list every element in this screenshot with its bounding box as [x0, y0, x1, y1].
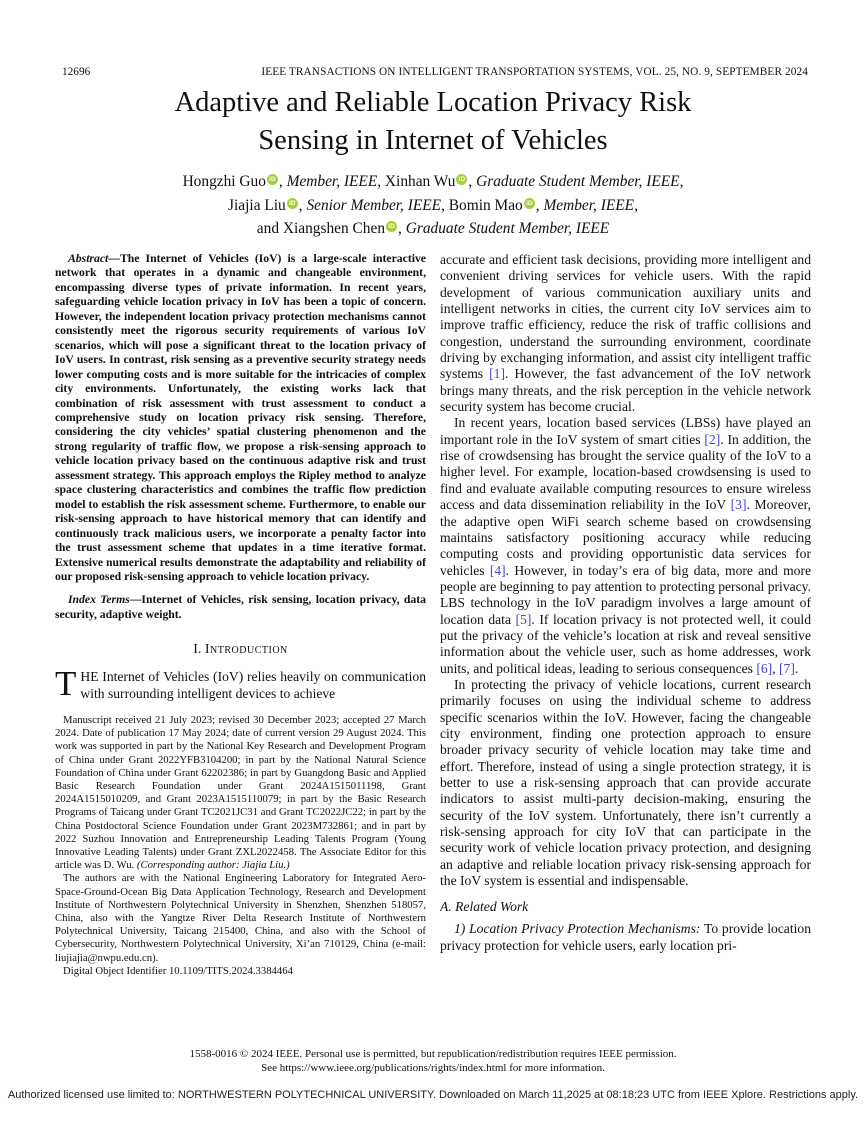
drop-cap: T: [55, 664, 77, 704]
footnote-affiliation: [55, 872, 426, 964]
subsection-heading-related-work: A. Related Work: [440, 899, 529, 915]
intro-paragraph: [55, 664, 426, 704]
section-number: I.: [193, 642, 202, 658]
paper-title-line1: Adaptive and Reliable Location Privacy Risk: [174, 87, 692, 118]
body-paragraph: In protecting the privacy of vehicle locations, current research primarily focuses on using the individual scheme to address specific scenarios within the IoV. However, facing the changeable city environment, finding one protection approach to ensure broader privacy security of vehicle location may take time and effort. Therefore, instead of using a single protection strategy, it is better to use a risk-sensing approach that can provide accurate indicators to assist multi-party decision-making, ensuring the security of the IoV system. Unfortunately, there isn’t currently a risk-sensing approach for city IoV that can participate in the security work of vehicle location privacy protection, and designing an adaptive and reliable location privacy risk-sensing approach for the IoV system is essential and indispensable.: [440, 676, 811, 889]
author-line: [0, 194, 866, 218]
text-segment: Jiajia Liu: [228, 196, 286, 214]
text-segment: , Xinhan Wu: [377, 173, 456, 190]
author-line: [0, 170, 866, 194]
text-segment: The authors are with the National Engineering Laboratory for Integrated Aero-Space-Ground-Ocean Big Data Application Technology, Research and Development Institute of Northwestern Polytechnical University in Shenzhen, Shenzhen 518057, China, also with the Yangtze River Delta Research Institute of Northwestern Polytechnical University, Taicang 215400, China, and also with the School of Cybersecurity, Northwestern Polytechnical University, Xi’an 710129, China (e-mail: liujiajia@nwpu.edu.cn).: [55, 872, 426, 964]
paper-title: [0, 84, 866, 160]
page-header: [62, 66, 808, 78]
citation-link[interactable]: [6]: [756, 660, 773, 676]
section-title: Introduction: [204, 642, 288, 658]
text-segment: ,: [278, 173, 287, 190]
text-segment: ,: [398, 220, 406, 237]
paper-title-line2: Sensing in Internet of Vehicles: [258, 125, 608, 156]
footnote-manuscript: [55, 714, 426, 872]
orcid-icon[interactable]: iD: [267, 174, 278, 185]
footnote-doi: [55, 965, 426, 978]
index-terms-text: Internet of Vehicles, risk sensing, location privacy, data security, adaptive weight.: [55, 593, 426, 621]
text-segment: ,: [298, 196, 307, 214]
download-license-line: Authorized licensed use limited to: NORTHWESTERN POLYTECHNICAL UNIVERSITY. Downloaded on March 11,2025 at 08:18:23 UTC from IEEE Xplore. Restrictions apply.: [7, 1089, 859, 1101]
two-column-body: [55, 252, 811, 1048]
author-line: [0, 217, 866, 241]
related-work-paragraph: [440, 921, 811, 954]
citation-link[interactable]: [1]: [489, 366, 505, 382]
text-segment: Graduate Student Member, IEEE: [476, 173, 680, 190]
citation-link[interactable]: [2]: [704, 431, 721, 447]
citation-link[interactable]: [7]: [779, 660, 795, 676]
text-segment: , Bomin Mao: [441, 196, 523, 214]
citation-link[interactable]: [3]: [730, 497, 747, 513]
rights-url-line: See https://www.ieee.org/publications/rights/index.html for more information.: [261, 1061, 605, 1074]
text-segment: ,: [468, 173, 477, 190]
journal-title: IEEE TRANSACTIONS ON INTELLIGENT TRANSPORTATION SYSTEMS, VOL. 25, NO. 9, SEPTEMBER 2024: [261, 66, 808, 78]
text-segment: (Corresponding author: Jiajia Liu.): [136, 859, 290, 872]
orcid-icon[interactable]: iD: [287, 198, 298, 209]
text-segment: Member, IEEE: [286, 173, 378, 190]
orcid-icon[interactable]: iD: [386, 221, 397, 232]
text-segment: 1) Location Privacy Protection Mechanisms:: [454, 921, 701, 937]
text-segment: ,: [535, 196, 544, 214]
index-terms: [55, 593, 426, 622]
abstract-label: Abstract—: [68, 252, 120, 265]
section-heading-introduction: [55, 642, 426, 658]
text-segment: Hongzhi Guo: [182, 173, 266, 190]
text-segment: and Xiangshen Chen: [256, 220, 386, 237]
abstract-text: The Internet of Vehicles (IoV) is a large-scale interactive network that operates in a dynamic and changeable environment, encompassing diverse types of private information. In recent years, safeguarding vehicle location privacy in IoV has been a topic of concern. However, the independent location privacy protection mechanisms cannot consistently meet the rigorous security requirements of various IoV scenarios, which will pose a significant threat to the location privacy of IoV users. In contrast, risk sensing as a preventive security strategy needs lower computing costs and is more suitable for the intricacies of complex city environments. Unfortunately, the existing works lack that combination of risk assessment with trust assessment to conduct a comprehensive study on location privacy risk sensing. Therefore, considering the city vehicles’ spatial clustering phenomenon and the strong regularity of traffic flow, we propose a risk-sensing approach to vehicle location privacy based on the continuous adaptive risk and trust assessment strategy. This approach employs the Ripley method to analyze space clustering characteristics and combines the traffic flow prediction model to establish the risk assessment scheme. Furthermore, to enable our risk-sensing approach to have historical memory that can identify and continuously track malicious users, we incorporate a penalty factor into the trust assessment scheme that updates in a time iterative format. Extensive numerical results demonstrate the adaptability and reliability of our proposed risk-sensing approach to vehicle location privacy.: [55, 252, 426, 583]
copyright-line: 1558-0016 © 2024 IEEE. Personal use is permitted, but republication/redistribution requires IEEE permission.: [189, 1048, 677, 1060]
citation-link[interactable]: [5]: [515, 611, 532, 627]
text-segment: To provide location privacy protection for vehicle users, early location pri-: [440, 921, 811, 953]
orcid-icon[interactable]: iD: [456, 174, 467, 185]
body-paragraph: In recent years, location based services (LBSs) have played an important role in the IoV system of smart cities [2]. In addition, the rise of crowdsensing has brought the service quality of the IoV to a higher level. For example, location-based crowdsensing is used to find and evaluate available computing resources to ensure wireless access and data dissemination reliability in the IoV [3]. Moreover, the adaptive open WiFi search scheme based on crowdsensing maintains satisfactory positioning accuracy while reducing computing costs and providing opportunistic data services for vehicles [4]. However, in today’s era of big data, more and more people are beginning to pay attention to protecting personal privacy. LBS technology in the IoV paradigm involves a large amount of location data [5]. If location privacy is not protected well, it could put the privacy of the vehicle’s location at risk and reveal sensitive information about the vehicle user, such as home addresses, work units, and political ideas, leading to serious consequences [6], [7].: [440, 415, 811, 676]
orcid-icon[interactable]: iD: [524, 198, 535, 209]
intro-paragraph-text: HE Internet of Vehicles (IoV) relies heavily on communication with surrounding intelligent devices to achieve: [80, 669, 426, 701]
index-terms-label: Index Terms—: [68, 593, 142, 607]
first-page-footnote: [55, 714, 426, 978]
text-segment: Member, IEEE: [543, 196, 635, 214]
left-column: [55, 252, 426, 1048]
author-list: [0, 170, 866, 241]
page-number: 12696: [62, 66, 91, 78]
text-segment: Digital Object Identifier 10.1109/TITS.2024.3384464: [63, 964, 293, 977]
right-column: [440, 252, 811, 1048]
abstract: [55, 252, 426, 584]
text-segment: Graduate Student Member, IEEE: [405, 220, 610, 237]
citation-link[interactable]: [4]: [489, 562, 506, 578]
copyright-footer: [0, 1048, 866, 1075]
text-segment: Manuscript received 21 July 2023; revised 30 December 2023; accepted 27 March 2024. Date of publication 17 May 2024; date of current version 29 August 2024. This work was supported in part by the National Key Research and Development Program of China under Grant 2022YFB3104200; in part by the National Natural Science Foundation of China under Grant 62202386; in part by Guangdong Basic and Applied Basic Research Foundation under Grant 2024A1515011198, Grant 2024A1515010209, and Grant 2023A1515110079; in part by the Basic Research Programs of Taicang under Grant TC2021JC31 and Grant TC2022JC22; in part by the China Postdoctoral Science Foundation under Grant 2023M732861; and in part by 2022 Suzhou Innovation and Entrepreneurship Leading Talents Program (Young Innovative Leading Talents) under Grant ZXL2022458. The Associate Editor for this article was D. Wu.: [55, 714, 426, 872]
body-paragraph: accurate and efficient task decisions, providing more intelligent and convenient driving services for vehicle users. With the rapid development of various communication auxiliary units and intelligent networks in cities, the current city IoV services aim to improve traffic efficiency, reduce the risk of traffic collisions and congestion, understand the surrounding environment, coordinate driving by exchanging information, and assist city intelligent traffic systems [1]. However, the fast advancement of the IoV network brings many threats, and the risk perception in the vehicle network security system has become crucial.: [440, 252, 811, 415]
text-segment: ,: [679, 173, 684, 190]
text-segment: Senior Member, IEEE: [306, 196, 442, 214]
text-segment: ,: [634, 196, 638, 214]
